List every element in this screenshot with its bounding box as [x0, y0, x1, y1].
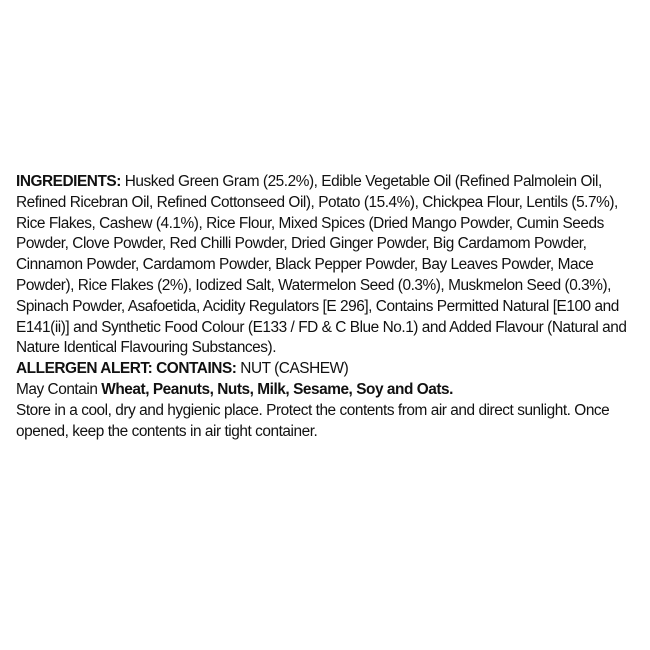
ingredients-text: Husked Green Gram (25.2%), Edible Vegetable Oil (Refined Palmolein Oil, Refined Ricebran Oil, Refined Cottonseed Oil), Potato (15.4%), Chickpea Flour, Lentils (5.7%), Rice Flakes, Cashew (4.1%), Rice Flour, Mixed Spices (Dried Mango Powder, Cumin Seeds Powder, Clove Powder, Red Chilli Powder, Dried Ginger Powder, Big Cardamom Powder, Cinnamon Powder, Cardamom Powder, Black Pepper Powder, Bay Leaves Powder, Mace Powder), Rice Flakes (2%), Iodized Salt, Watermelon Seed (0.3%), Muskmelon Seed (0.3%), Spinach Powder, Asafoetida, Acidity Regulators [E 296], Contains Permitted Natural [E100 and E141(ii)] and Synthetic Food Colour (E133 / FD & C Blue No.1) and Added Flavour (Natural and Nature Identical Flavouring Substances). — [16, 173, 627, 357]
allergen-text: NUT (CASHEW) — [236, 360, 349, 378]
ingredients-paragraph — [16, 172, 640, 359]
may-contain-prefix: May Contain — [16, 380, 102, 398]
allergen-paragraph — [16, 359, 640, 380]
ingredients-label — [16, 172, 640, 442]
storage-paragraph: Store in a cool, dry and hygienic place. Protect the contents from air and direct sunlight. Once opened, keep the contents in air tight container. — [16, 401, 610, 440]
allergen-heading: ALLERGEN ALERT: CONTAINS: — [16, 360, 237, 378]
may-contain-paragraph — [16, 380, 640, 401]
ingredients-heading: INGREDIENTS: — [16, 173, 121, 190]
may-contain-items: Wheat, Peanuts, Nuts, Milk, Sesame, Soy and Oats. — [101, 380, 453, 398]
